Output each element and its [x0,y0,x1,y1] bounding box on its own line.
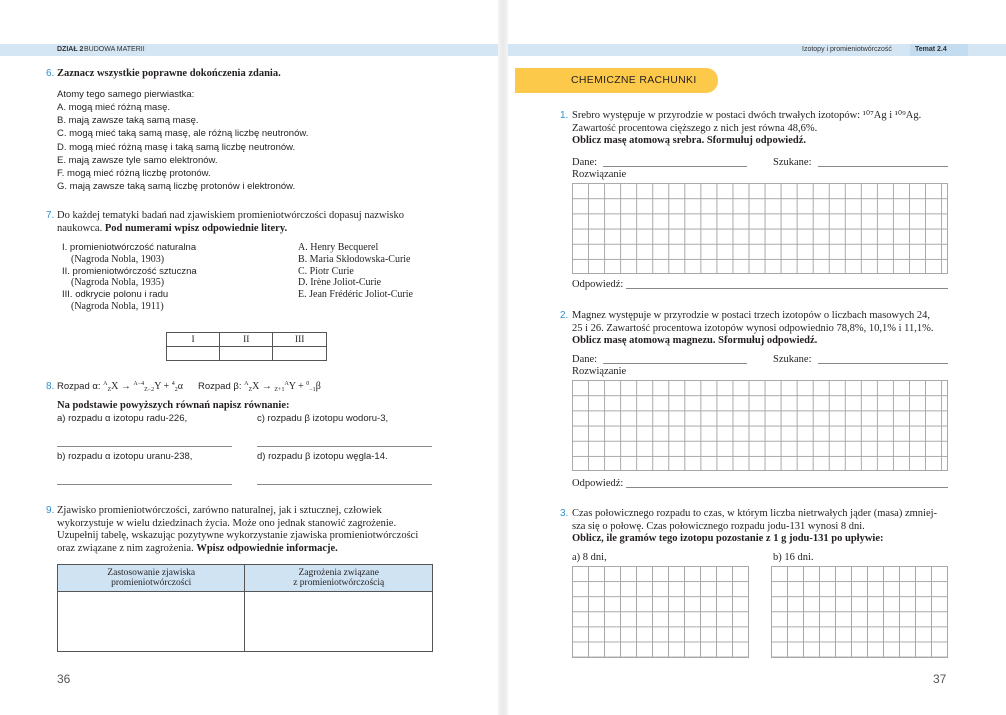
r3-line: Czas połowicznego rozpadu to czas, w którym liczba nietrwałych jąder (masa) zmniej- [572,508,938,519]
r3-grid-a[interactable] [572,566,749,658]
q7-col-header: II [220,333,273,347]
q9-col2-line: Zagrożenia związane [298,567,379,578]
q8-answer-line-b[interactable] [57,484,232,485]
q7-topic-note: (Nagroda Nobla, 1903) [71,253,165,265]
q6-options [57,101,308,193]
q9-col1-line: promieniotwórczości [111,578,192,588]
page-left [0,0,498,715]
q8-alpha-formula: $^A_Z$X → $^{A-4}_{Z-2}$Y + $^4_2$α [103,381,183,393]
q9-col2-line: z promieniotwórczością [293,578,385,588]
q8-beta-equation [198,381,321,393]
q8-answer-line-c[interactable] [257,446,432,447]
q9-answer-cell[interactable] [58,592,245,652]
r3-item-b: b) 16 dni. [773,552,814,563]
q7-col-header: III [273,333,327,347]
r1-odpowiedz-label: Odpowiedź: [572,279,624,290]
q8-item-d: d) rozpadu β izotopu węgla-14. [257,451,388,462]
q6-option[interactable]: E. mają zawsze tyle samo elektronów. [57,154,218,166]
r2-odpowiedz-label: Odpowiedź: [572,478,624,489]
r2-dane-line[interactable] [603,363,747,364]
section-banner [515,68,718,93]
r2-grid[interactable] [572,380,948,471]
r1-answer-line[interactable] [626,288,948,289]
binding-gutter [498,0,508,715]
q7-text-plain: naukowca. [57,223,105,234]
r1-grid[interactable] [572,183,948,274]
r2-answer-line[interactable] [626,487,948,488]
r1-szukane-label: Szukane: [773,157,812,168]
q6-option[interactable]: D. mogą mieć różną masę i taką samą liczbę neutronów. [57,141,296,153]
header-band-left [0,44,498,56]
q8-instruction: Na podstawie powyższych równań napisz równanie: [57,400,290,411]
q9-line: wykorzystuje w wielu dziedzinach życia. Może ono jednak stanowić zagrożenie. [57,517,397,529]
q7-text-bold: Pod numerami wpisz odpowiednie litery. [104,223,288,234]
r3-item-a: a) 8 dni, [572,552,607,563]
q8-item-a: a) rozpadu α izotopu radu-226, [57,413,188,424]
page-number-left: 36 [57,672,71,686]
r1-dane-line[interactable] [603,166,747,167]
q7-scientist: E. Jean Frédéric Joliot-Curie [298,289,413,301]
header-topic: Izotopy i promieniotwórczość [802,46,892,53]
r2-szukane-label: Szukane: [773,354,812,365]
q7-number: 7. [46,210,55,221]
q9-col1-header [58,565,245,592]
r1-number: 1. [560,110,569,121]
r3-number: 3. [560,508,569,519]
q6-instruction: Zaznacz wszystkie poprawne dokończenia zdania. [57,68,281,79]
q6-option[interactable]: F. mogą mieć różną liczbę protonów. [57,168,211,180]
r1-line-bold: Oblicz masę atomową srebra. Sformułuj odpowiedź. [572,135,806,146]
page-number-right: 37 [933,672,947,686]
topic-tag: Temat 2.4 [910,44,968,56]
q8-alpha-equation [57,381,183,393]
q7-answer-table [166,332,327,361]
q9-col2-header [245,565,433,592]
q9-line [57,543,418,556]
q9-answer-cell[interactable] [245,592,433,652]
q6-option[interactable]: G. mają zawsze taką samą liczbę protonów i elektronów. [57,181,296,193]
q7-text-line1: Do każdej tematyki badań nad zjawiskiem promieniotwórczości dopasuj nazwisko [57,210,404,221]
r2-rozwiazanie-label: Rozwiązanie [572,366,627,377]
q8-item-b: b) rozpadu α izotopu uranu-238, [57,451,193,462]
q7-scientist: D. Irène Joliot-Curie [298,277,382,289]
q9-table [57,564,433,652]
q7-answer-cell[interactable] [167,347,220,361]
r2-line: Magnez występuje w przyrodzie w postaci trzech izotopów o liczbach masowych 24, [572,310,931,321]
section-label: DZIAŁ 2 [57,46,84,53]
r1-line: Zawartość procentowa cięższego z nich jest równa 48,6%. [572,122,818,134]
q6-option[interactable]: A. mogą mieć różną masę. [57,102,170,113]
q8-beta-label: Rozpad β: [198,381,242,392]
q7-answer-cell[interactable] [273,347,327,361]
r2-dane-label: Dane: [572,354,598,365]
q9-line: Uzupełnij tabelę, wskazując pozytywne wykorzystanie zjawiska promieniotwórczości [57,530,419,541]
q9-line4-plain: oraz związane z nim zagrożenia. [57,542,197,554]
q9-number: 9. [46,505,55,516]
q7-scientist: A. Henry Becquerel [298,242,379,253]
q6-option[interactable]: C. mogą mieć taką samą masę, ale różną liczbę neutronów. [57,128,309,140]
q8-answer-line-d[interactable] [257,484,432,485]
q7-topic: II. promieniotwórczość sztuczna [62,265,197,277]
q9-line4-bold: Wpisz odpowiednie informacje. [196,542,338,554]
r3-line-bold: Oblicz, ile gramów tego izotopu pozostanie z 1 g jodu-131 po upływie: [572,533,884,544]
page-right [508,0,1006,715]
r2-text [572,310,934,348]
r2-line-bold: Oblicz masę atomową magnezu. Sformułuj odpowiedź. [572,335,818,346]
r3-grid-b[interactable] [771,566,948,658]
r1-text [572,110,921,148]
q7-topics [62,242,197,313]
r2-szukane-line[interactable] [818,363,948,364]
q9-text [57,505,418,555]
q8-item-c: c) rozpadu β izotopu wodoru-3, [257,413,389,424]
q7-scientist: C. Piotr Curie [298,265,354,277]
q9-col1-line: Zastosowanie zjawiska [107,567,196,578]
section-banner-title: CHEMICZNE RACHUNKI [571,74,697,86]
q7-scientists [298,242,413,301]
q7-scientist: B. Maria Skłodowska-Curie [298,253,411,265]
section-topic: BUDOWA MATERII [84,46,145,53]
r3-line: sza się o połowę. Czas połowicznego rozpadu jodu-131 wynosi 8 dni. [572,520,865,532]
r3-text [572,508,937,546]
q6-stem: Atomy tego samego pierwiastka: [57,89,195,100]
q8-alpha-label: Rozpad α: [57,381,101,392]
q7-topic: III. odkrycie polonu i radu [62,289,169,301]
q8-answer-line-a[interactable] [57,446,232,447]
q8-beta-formula: $^A_Z$X → $_{Z+1}^A$Y + $^0_{-1}$β [244,381,321,393]
q7-topic-note: (Nagroda Nobla, 1911) [71,300,164,312]
r2-number: 2. [560,310,569,321]
q6-option[interactable]: B. mają zawsze taką samą masę. [57,115,199,127]
q7-answer-cell[interactable] [220,347,273,361]
q6-number: 6. [46,68,55,79]
q7-col-header: I [167,333,220,347]
r1-dane-label: Dane: [572,157,598,168]
header-band-right [508,44,1006,56]
r1-szukane-line[interactable] [818,166,948,167]
q8-number: 8. [46,381,55,392]
r1-rozwiazanie-label: Rozwiązanie [572,169,627,180]
r2-line: 25 i 26. Zawartość procentowa izotopów wynosi odpowiednio 78,8%, 10,1% i 11,1%. [572,322,934,334]
q7-topic: I. promieniotwórczość naturalna [62,242,197,253]
r1-line: Srebro występuje w przyrodzie w postaci dwóch trwałych izotopów: ¹⁰⁷Ag i ¹⁰⁹Ag. [572,110,922,121]
q9-line: Zjawisko promieniotwórczości, zarówno naturalnej, jak i sztucznej, człowiek [57,505,382,516]
q7-text-line2 [57,223,287,236]
q7-topic-note: (Nagroda Nobla, 1935) [71,277,165,289]
